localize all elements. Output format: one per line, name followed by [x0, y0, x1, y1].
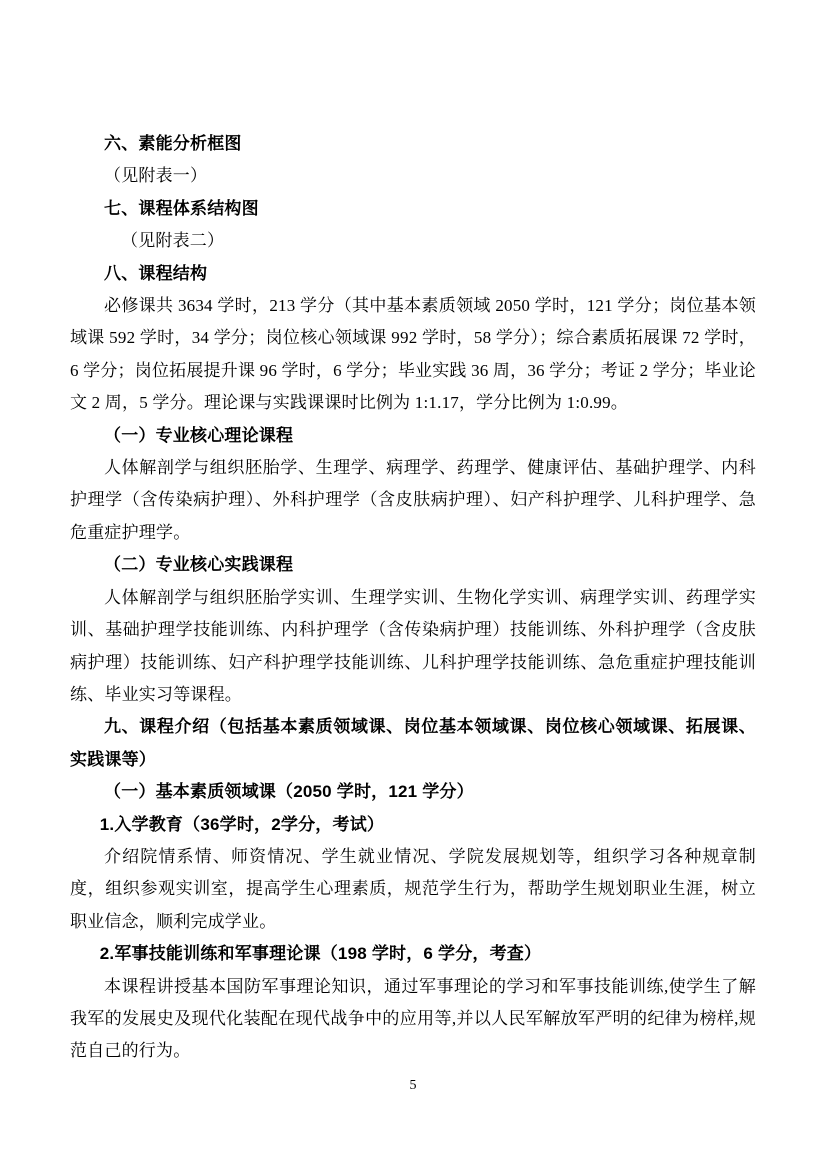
heading-course-introduction: 九、课程介绍（包括基本素质领域课、岗位基本领域课、岗位核心领域课、拓展课、实践课等）: [70, 717, 756, 769]
paragraph-military-course-description: 本课程讲授基本国防军事理论知识，通过军事理论的学习和军事技能训练,使学生了解我军的发展史及现代化装配在现代战争中的应用等,并以人民军解放军严明的纪律为榜样,规范自己的行为。: [70, 976, 756, 1061]
heading-core-theory-courses: （一）专业核心理论课程: [104, 425, 294, 445]
heading-basic-quality-domain-courses: （一）基本素质领域课（2050 学时，121 学分）: [104, 782, 474, 802]
paragraph-core-practice-course-list: 人体解剖学与组织胚胎学实训、生理学实训、生物化学实训、病理学实训、药理学实训、基础护理学技能训练、内科护理学（含传染病护理）技能训练、外科护理学（含皮肤病护理）技能训练、妇产科护理学技能训练、儿科护理学技能训练、急危重症护理技能训练、毕业实习等课程。: [70, 587, 756, 704]
paragraph-enrollment-education-description: 介绍院情系情、师资情况、学生就业情况、学院发展规划等，组织学习各种规章制度，组织参观实训室，提高学生心理素质，规范学生行为，帮助学生规划职业生涯，树立职业信念，顺利完成学业。: [70, 846, 756, 931]
document-content: [70, 128, 756, 1068]
page-number: 5: [409, 1078, 417, 1093]
heading-military-training-theory-course: 2.军事技能训练和军事理论课（198 学时，6 学分，考查）: [99, 944, 542, 964]
heading-core-practice-courses: （二）专业核心实践课程: [104, 555, 294, 575]
heading-course-structure: 八、课程结构: [104, 263, 208, 283]
note-see-appendix-table-2: （见附表二）: [121, 231, 225, 251]
paragraph-course-hours-credits-summary: 必修课共 3634 学时，213 学分（其中基本素质领域 2050 学时，121 学分；岗位基本领域课 592 学时，34 学分；岗位核心领域课 992 学时，58 学分）；综合素质拓展课 72 学时，6 学分；岗位拓展提升课 96 学时，6 学分；毕业实践 36 周，36 学分；考证 2 学分；毕业论文 2 周，5 学分。理论课与实践课课时比例为 1:1.17，学分比例为 1:0.99。: [70, 296, 756, 413]
note-see-appendix-table-1: （见附表一）: [104, 166, 208, 186]
heading-curriculum-system-structure-diagram: 七、课程体系结构图: [104, 198, 259, 218]
paragraph-core-theory-course-list: 人体解剖学与组织胚胎学、生理学、病理学、药理学、健康评估、基础护理学、内科护理学（含传染病护理）、外科护理学（含皮肤病护理）、妇产科护理学、儿科护理学、急危重症护理学。: [70, 458, 756, 542]
heading-competency-analysis-diagram: 六、素能分析框图: [104, 134, 242, 153]
heading-enrollment-education: 1.入学教育（36学时，2学分，考试）: [99, 814, 385, 834]
